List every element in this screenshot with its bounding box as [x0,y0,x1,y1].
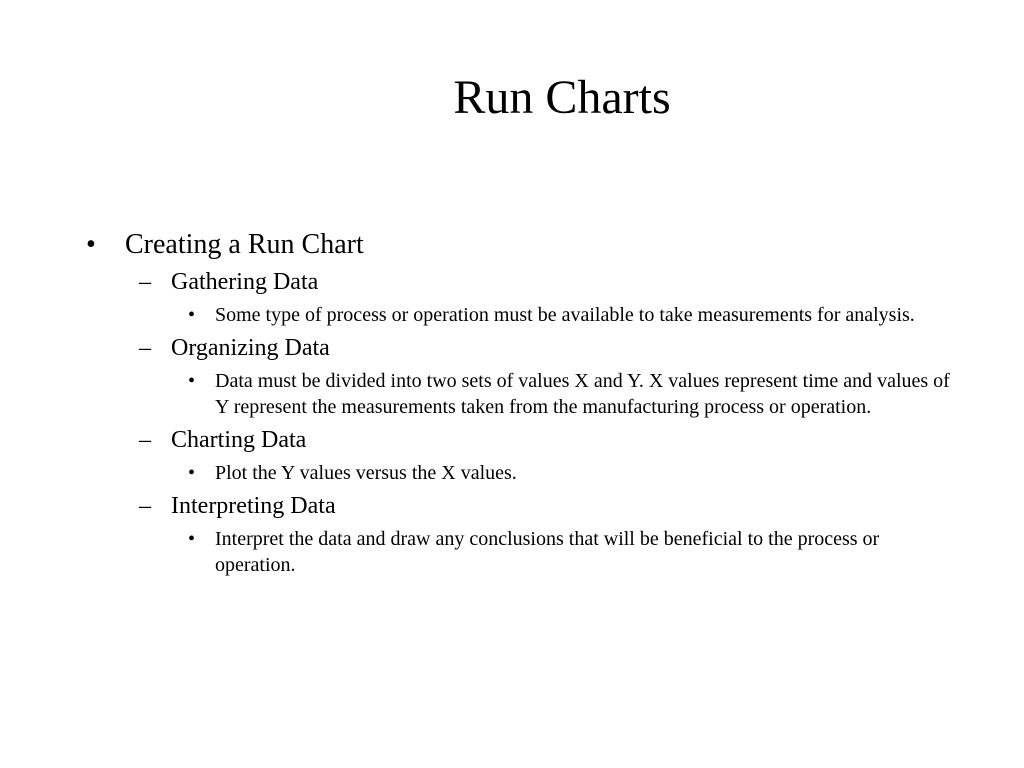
bullet-icon: • [188,462,196,484]
main-bullet-text: Creating a Run Chart [125,229,364,260]
bullet-icon: • [188,528,196,550]
main-bullet-item [86,228,966,262]
section-heading-interpreting [86,492,966,520]
dash-icon: – [139,335,151,361]
section-detail-text: Some type of process or operation must be available to take measurements for analysis. [215,304,915,326]
section-detail-text: Interpret the data and draw any conclusions that will be beneficial to the process or operation. [215,528,880,576]
section-detail-charting [86,460,955,486]
section-heading-organizing [86,334,966,362]
bullet-icon: • [188,370,196,392]
section-detail-text: Data must be divided into two sets of values X and Y. X values represent time and values of Y represent the measurements taken from the manufacturing process or operation. [215,370,950,418]
section-detail-organizing [86,368,955,420]
bullet-icon: • [86,229,96,260]
section-detail-interpreting [86,526,955,578]
section-heading-text: Gathering Data [171,269,319,295]
section-heading-text: Organizing Data [171,335,330,361]
section-heading-text: Charting Data [171,427,307,453]
dash-icon: – [139,269,151,295]
section-heading-charting [86,426,966,454]
section-heading-gathering [86,268,966,296]
dash-icon: – [139,427,151,453]
slide-content [86,228,966,578]
slide-title: Run Charts [453,71,671,124]
bullet-icon: • [188,304,196,326]
section-heading-text: Interpreting Data [171,493,336,519]
dash-icon: – [139,493,151,519]
section-detail-gathering [86,302,955,328]
section-detail-text: Plot the Y values versus the X values. [215,462,517,484]
